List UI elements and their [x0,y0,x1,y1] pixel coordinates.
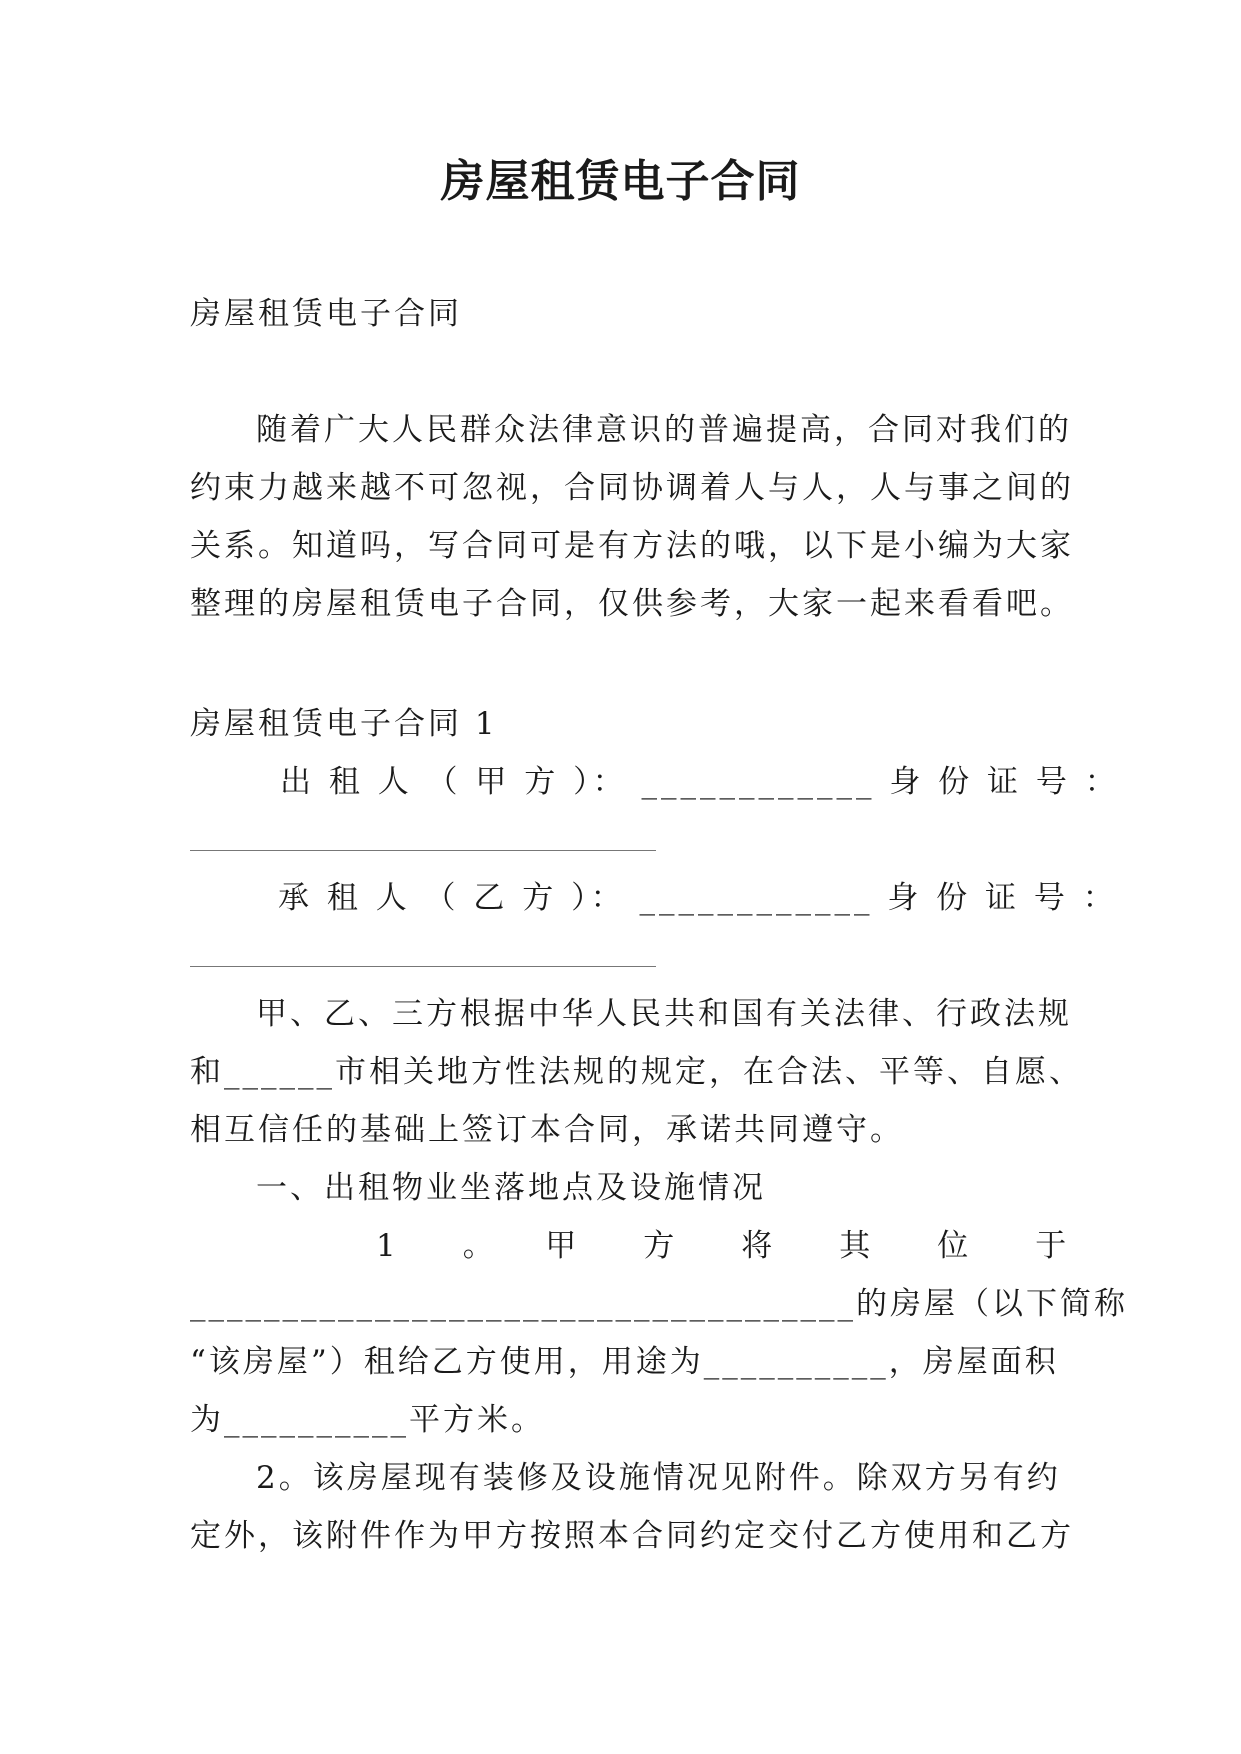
article-1-heading: 一、出租物业坐落地点及设施情况 [256,1170,766,1206]
clause-2-line-1: 2。该房屋现有装修及设施情况见附件。除双方另有约 [256,1460,1061,1496]
clause-1-line-4: 为__________平方米。 [190,1402,545,1438]
lessee-id-blank [190,966,656,968]
document-subtitle: 房屋租赁电子合同 [190,296,462,332]
intro-line-3: 关系。知道吗，写合同可是有方法的哦，以下是小编为大家 [190,528,1074,564]
lessor-line: 出 租 人 （ 甲 方 ）： ____________ 身 份 证 号 ： [280,764,1120,800]
clause-1-line-2: ____________________________________的房屋（以下简称 [190,1286,1128,1322]
intro-line-4: 整理的房屋租赁电子合同，仅供参考，大家一起来看看吧。 [190,586,1074,622]
clause-1-line-3: “该房屋”）租给乙方使用，用途为__________，房屋面积 [190,1344,1059,1380]
clause-1-line-1: 1 。 甲 方 将 其 位 于 [376,1228,1085,1264]
preamble-line-1: 甲、乙、三方根据中华人民共和国有关法律、行政法规 [256,996,1072,1032]
intro-line-1: 随着广大人民群众法律意识的普遍提高，合同对我们的 [256,412,1072,448]
lessee-line: 承 租 人 （ 乙 方 ）： ____________ 身 份 证 号 ： [278,880,1118,916]
preamble-line-3: 相互信任的基础上签订本合同，承诺共同遵守。 [190,1112,904,1148]
clause-2-line-2: 定外，该附件作为甲方按照本合同约定交付乙方使用和乙方 [190,1518,1074,1554]
section-title: 房屋租赁电子合同 1 [190,706,498,742]
lessor-id-blank [190,850,656,852]
preamble-line-2: 和______市相关地方性法规的规定，在合法、平等、自愿、 [190,1054,1083,1090]
intro-line-2: 约束力越来越不可忽视，合同协调着人与人，人与事之间的 [190,470,1074,506]
document-title: 房屋租赁电子合同 [440,156,801,207]
